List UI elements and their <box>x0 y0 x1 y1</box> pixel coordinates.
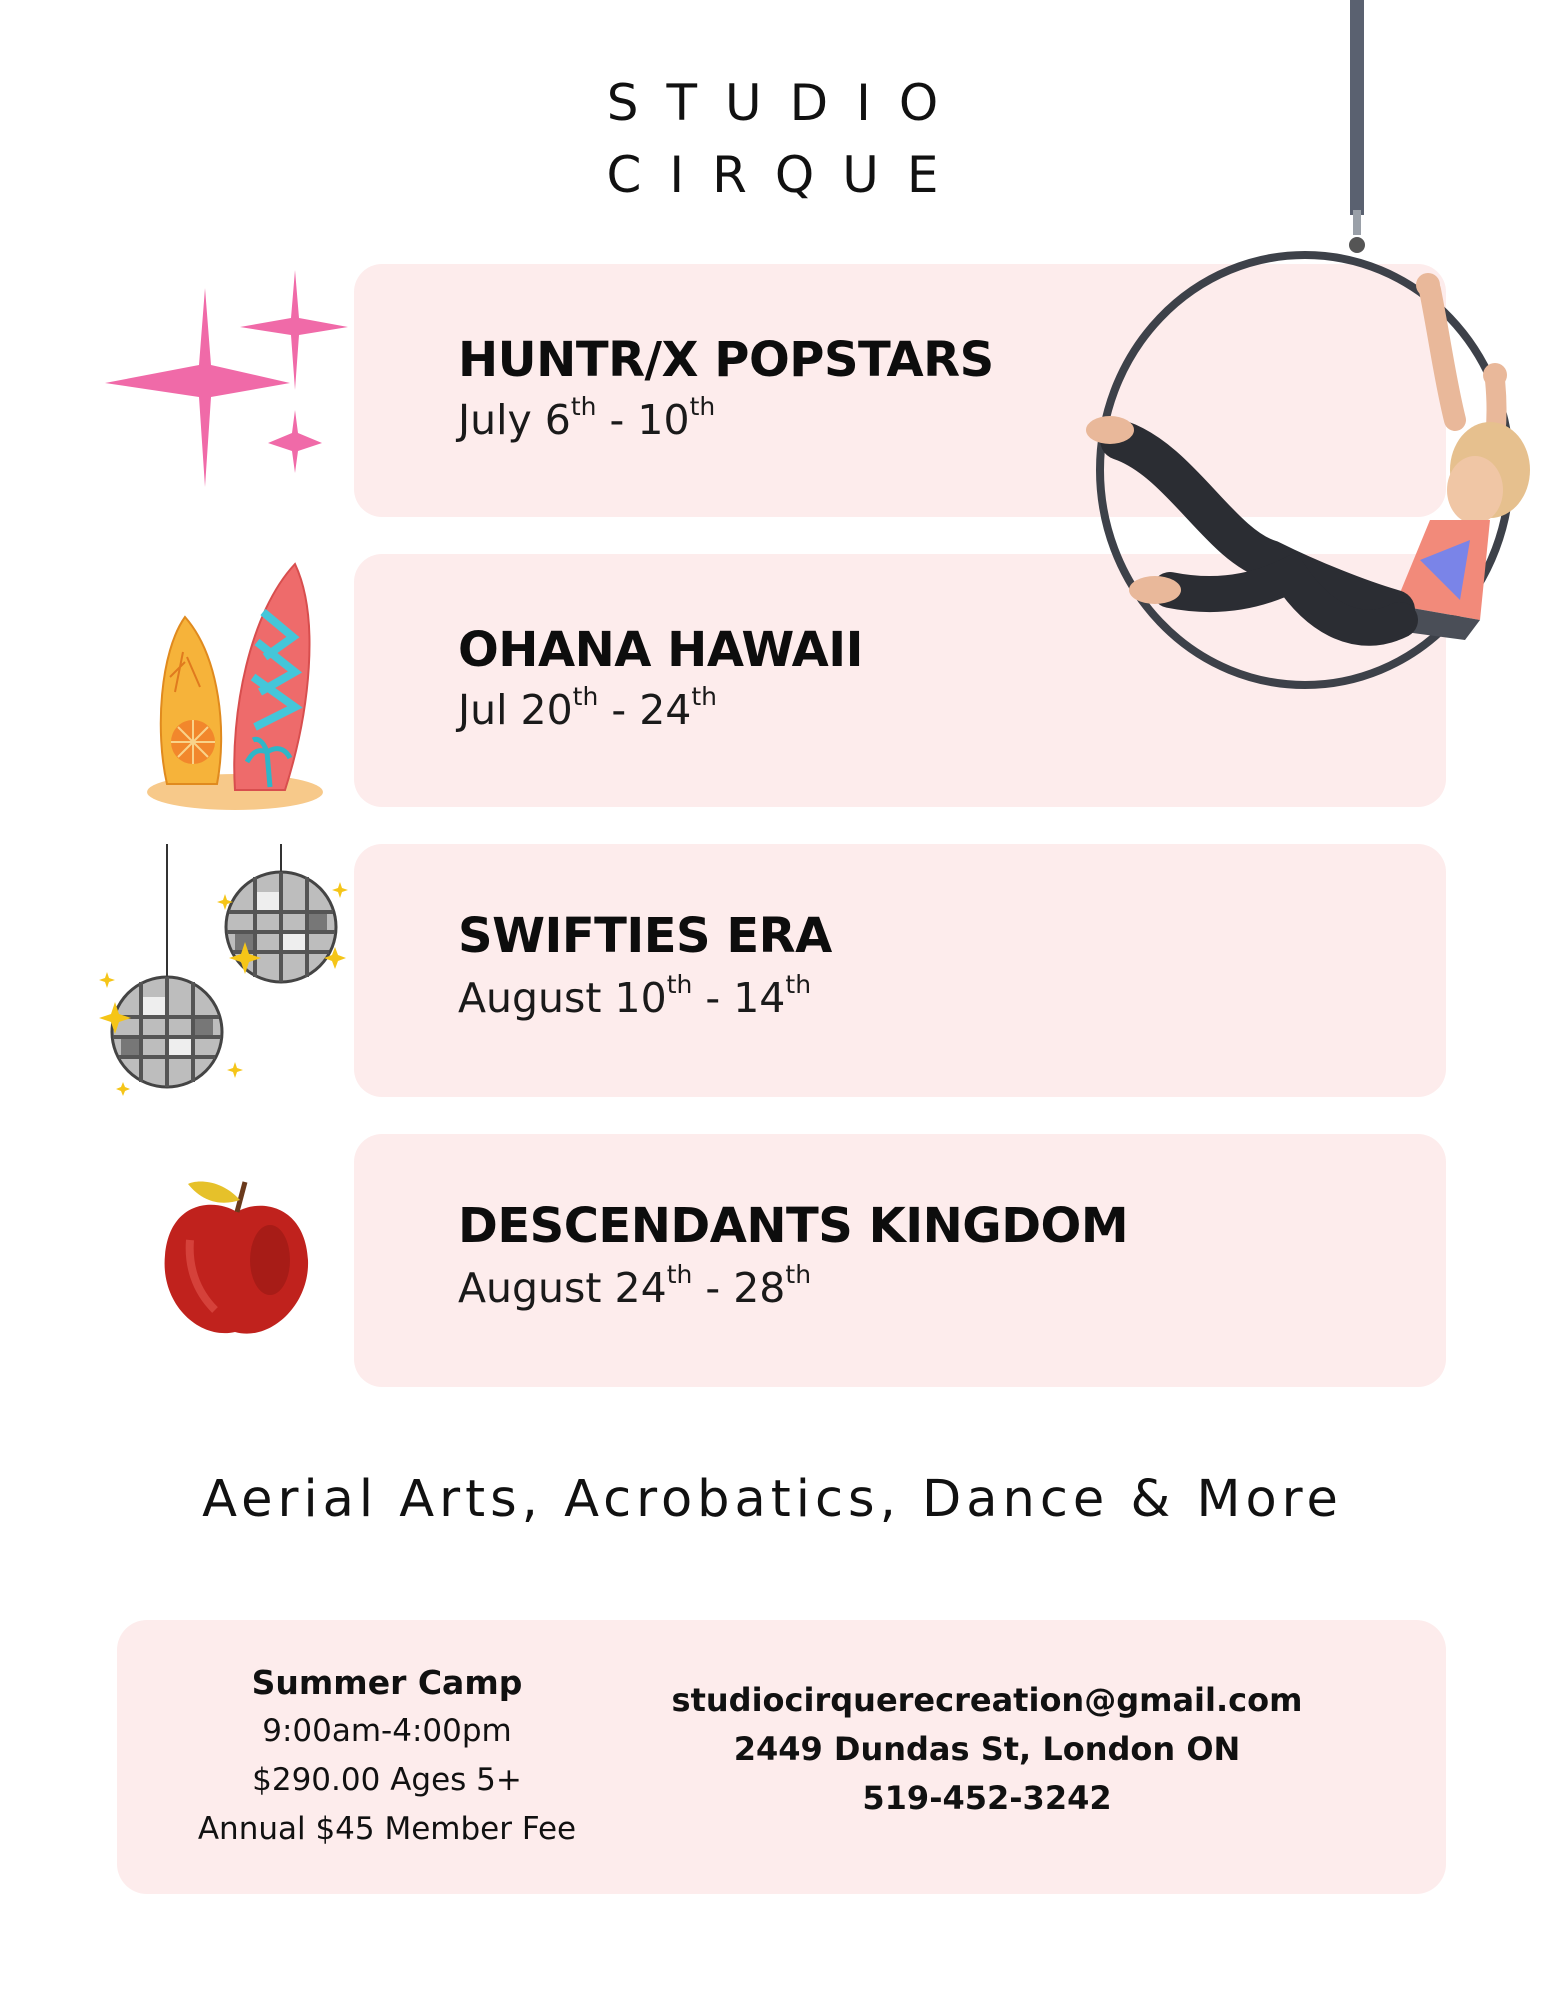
disco-ball-icon <box>95 842 355 1097</box>
member-fee: Annual $45 Member Fee <box>197 1811 577 1847</box>
contact-details <box>637 1676 1337 1823</box>
camp-heading: Summer Camp <box>251 1663 523 1702</box>
camp-hours: 9:00am-4:00pm <box>262 1713 512 1749</box>
camp-dates: Jul 20th - 24th <box>458 682 718 734</box>
camp-price: $290.00 Ages 5+ <box>252 1762 522 1798</box>
brand-line-cirque: CIRQUE <box>606 146 967 204</box>
camp-title: HUNTR/X POPSTARS <box>458 332 994 388</box>
camp-dates: July 6th - 10th <box>458 392 716 444</box>
camp-card-descendants <box>354 1134 1446 1387</box>
surfboards-icon <box>145 562 330 812</box>
tagline: Aerial Arts, Acrobatics, Dance & More <box>202 1470 1343 1529</box>
info-box <box>117 1620 1446 1894</box>
camp-title: SWIFTIES ERA <box>458 908 832 964</box>
contact-phone[interactable]: 519-452-3242 <box>862 1779 1112 1817</box>
brand-line-studio: STUDIO <box>606 74 967 132</box>
contact-email[interactable]: studiocirquerecreation@gmail.com <box>671 1681 1303 1719</box>
aerial-hoop-photo <box>1060 0 1545 710</box>
sparkles-icon <box>100 265 360 490</box>
camp-card-swifties <box>354 844 1446 1097</box>
camp-title: DESCENDANTS KINGDOM <box>458 1198 1129 1254</box>
contact-address: 2449 Dundas St, London ON <box>733 1730 1241 1768</box>
apple-icon <box>160 1170 315 1345</box>
camp-details <box>187 1658 587 1854</box>
camp-dates: August 10th - 14th <box>458 970 812 1022</box>
camp-title: OHANA HAWAII <box>458 622 863 678</box>
camp-dates: August 24th - 28th <box>458 1260 812 1312</box>
